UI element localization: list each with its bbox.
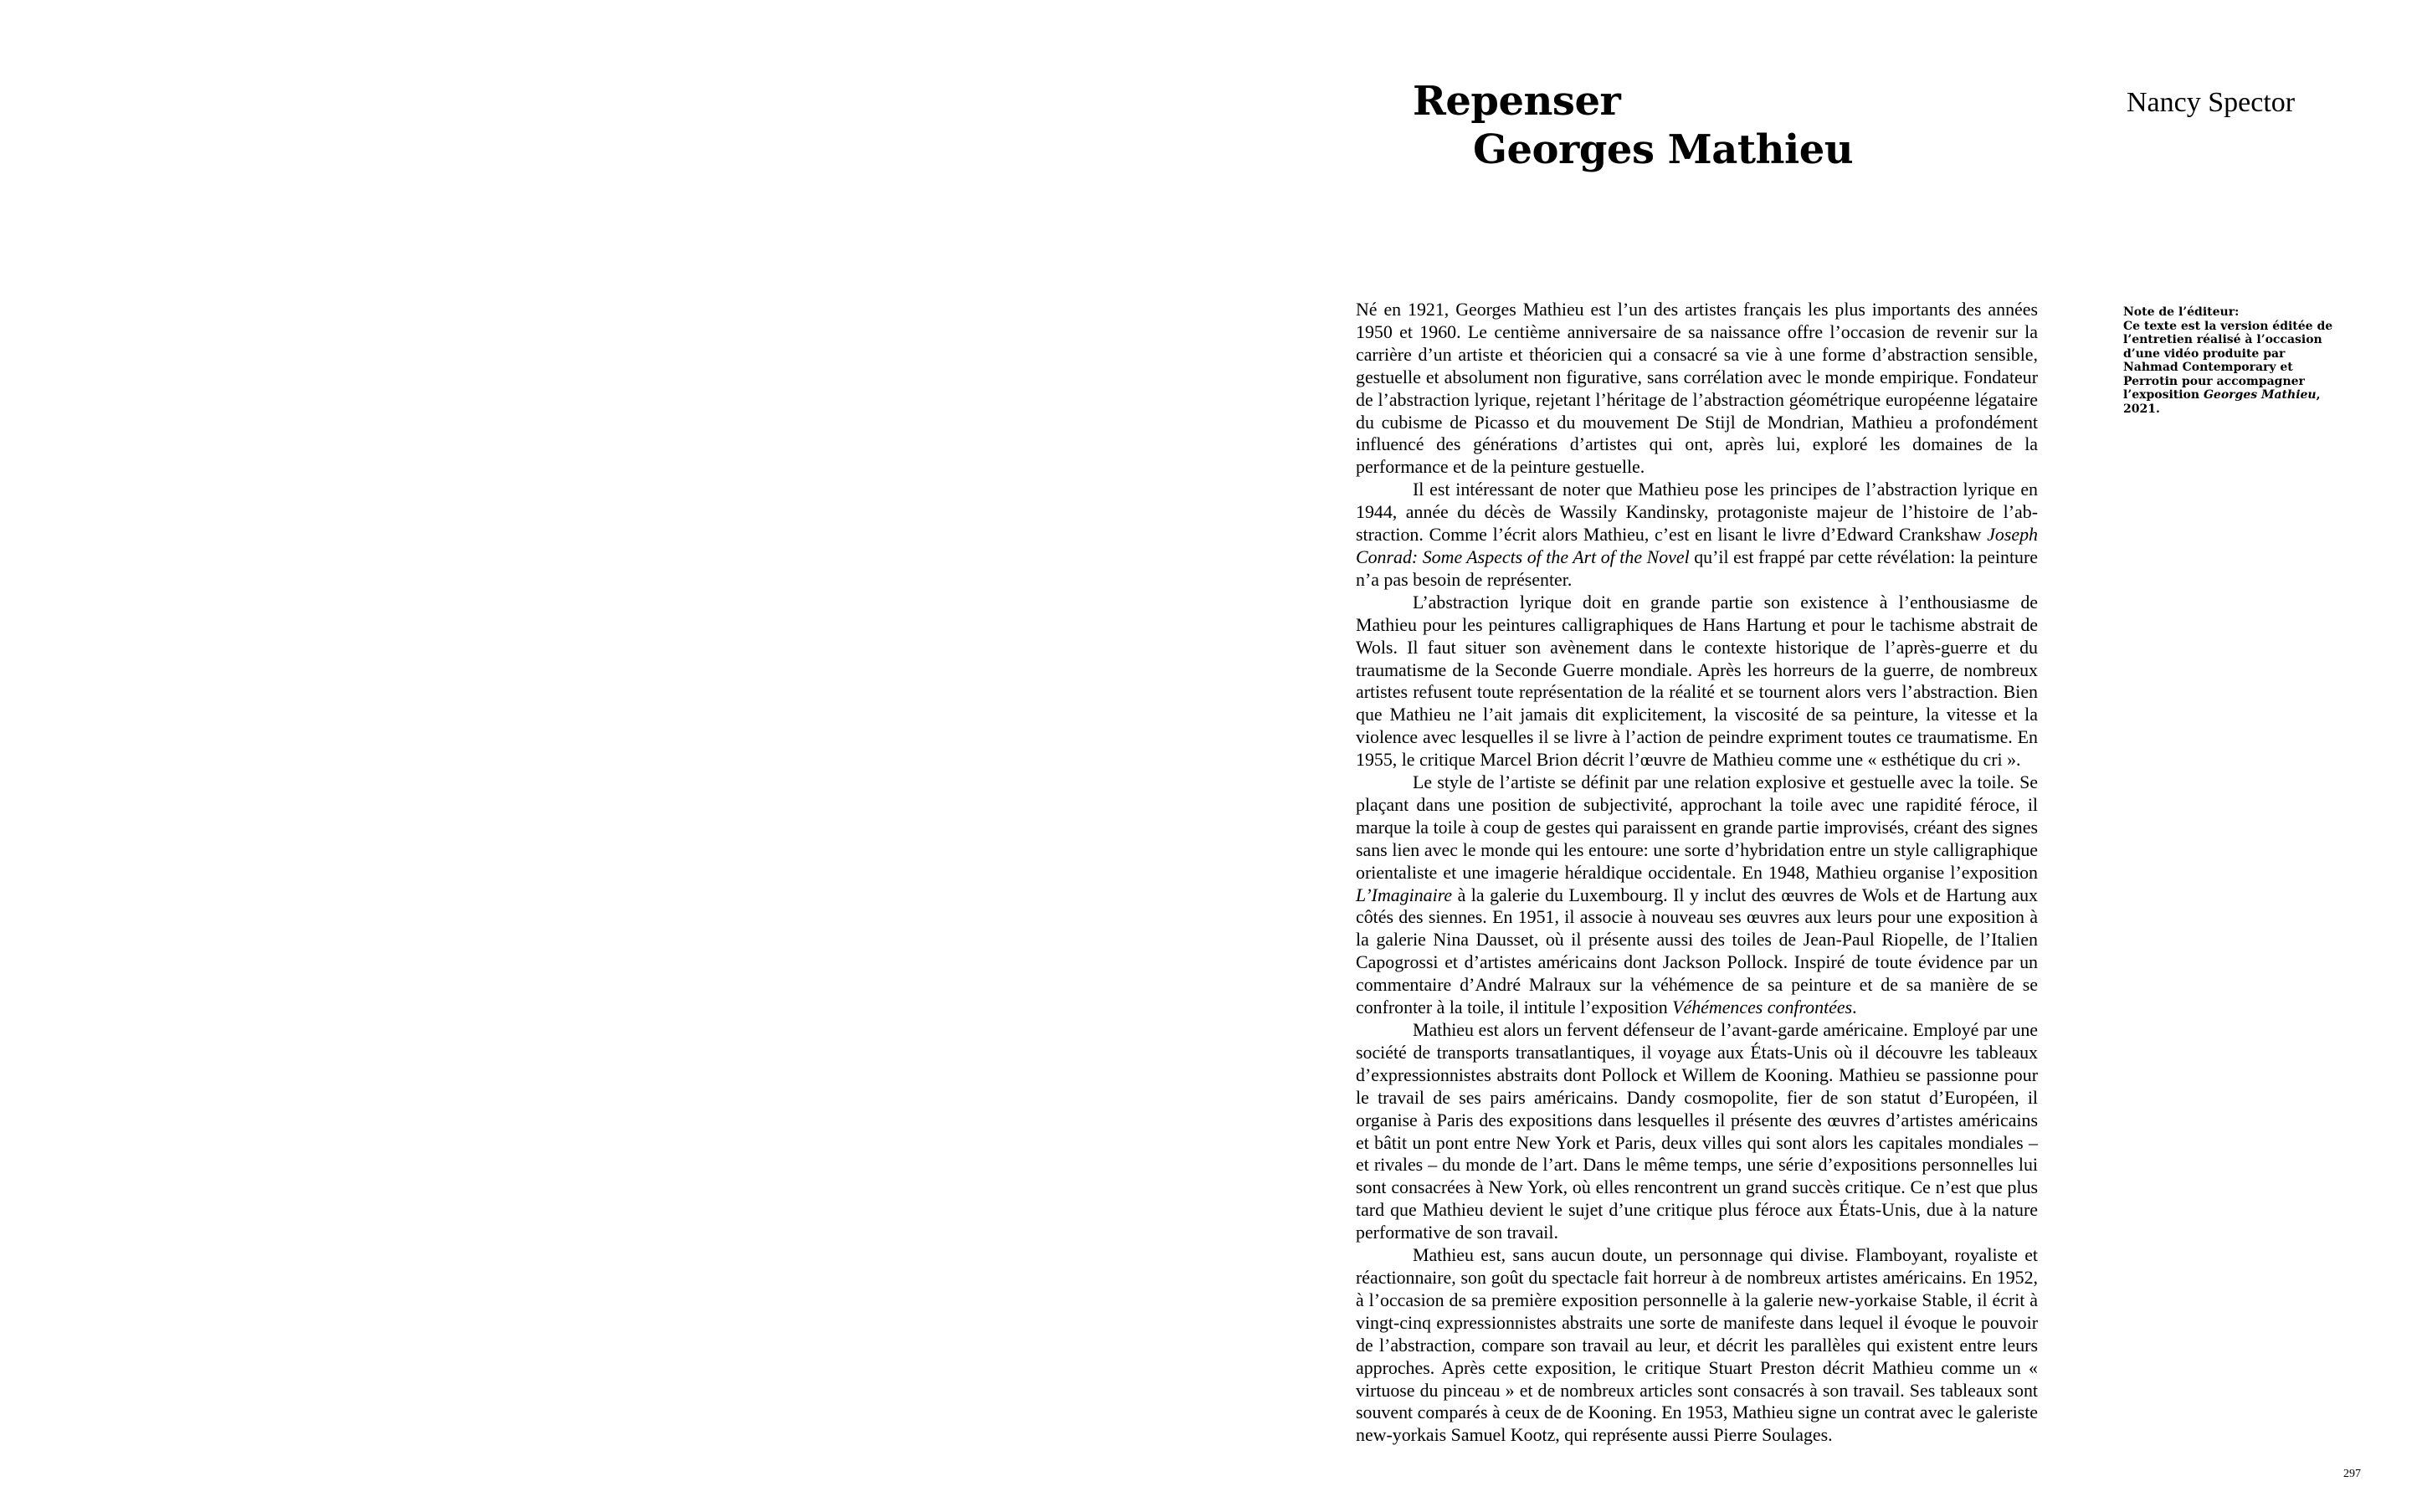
paragraph-6: Mathieu est, sans aucun doute, un personnage qui divise. Flamboyant, royaliste et réactionnaire, son goût du spectacle fait horreur à de nombreux artistes américains. En 1952, à l’occasion de sa première exposition personnelle à la galerie new-yorkaise Stable, il écrit à vingt-cinq expressionnistes abstraits une sorte de manifeste dans lequel il évoque le pouvoir de l’abstraction, compare son travail au leur, et décrit les parallèles qui existent entre leurs approches. Après cette exposition, le critique Stuart Preston décrit Mathieu comme un « virtuose du pinceau » et de nombreux articles sont consacrés à son travail. Ses tableaux sont souvent comparés à ceux de de Kooning. En 1953, Mathieu signe un contrat avec le galeriste new-yorkais Samuel Kootz, qui représente aussi Pierre Soulages. [1356, 1244, 2038, 1446]
editor-note [2123, 305, 2342, 416]
paragraph-3: L’abstraction lyrique doit en grande partie son existence à l’enthousiasme de Mathieu pour les peintures calligraphiques de Hans Hartung et pour le tachisme abstrait de Wols. Il faut situer son avènement dans le contexte historique de l’après-guerre et du traumatisme de la Seconde Guerre mondiale. Après les horreurs de la guerre, de nombreux artistes refusent toute représentation de la réalité et se tournent alors vers l’abstraction. Bien que Mathieu ne l’ait jamais dit explicitement, la viscosité de sa peinture, la vitesse et la violence avec lesquelles il se livre à l’action de peindre expriment toutes ce traumatisme. En 1955, le critique Marcel Brion décrit l’œuvre de Mathieu comme une « esthétique du cri ». [1356, 591, 2038, 771]
exhibition-title-italic: L’Imaginaire [1356, 884, 1453, 905]
editor-note-italic: Georges Mathieu [2203, 388, 2317, 402]
article-body [1356, 299, 2038, 1447]
exhibition-title-2-italic: Véhémences confrontées [1672, 997, 1853, 1018]
editor-note-label: Note de l’éditeur: [2123, 305, 2240, 319]
article-title [1413, 77, 1853, 174]
paragraph-4-text: Le style de l’artiste se définit par une relation explosive et gestuelle avec la toile. Se plaçant dans une position de subjectivité, approchant la toile avec une rapidité féroce, il marque la toile à coup de gestes qui paraissent en grande partie improvisés, créant des signes sans lien avec le monde qui les entoure: une sorte d’hybridation entre un style calligraphique orientaliste et une imagerie héraldique occidentale. En 1948, Mathieu organise l’exposition [1356, 771, 2038, 883]
editor-note-end: , 2021. [2123, 388, 2321, 416]
paragraph-4 [1356, 771, 2038, 1019]
paragraph-5: Mathieu est alors un fervent défenseur de l’avant-garde américaine. Employé par une société de transports transatlantiques, il voyage aux États-Unis où il découvre les tableaux d’expressionnistes abstraits dont Pollock et Willem de Kooning. Mathieu se passionne pour le travail de ses pairs américains. Dandy cosmopolite, fier de son statut d’Européen, il organise à Paris des expositions dans lesquelles il présente des œuvres d’artistes américains et bâtit un pont entre New York et Paris, deux villes qui sont alors les capitales mondiales – et rivales – du monde de l’art. Dans le même temps, une série d’expositions personnelles lui sont consacrées à New York, où elles rencontrent un grand succès critique. Ce n’est que plus tard que Mathieu devient le sujet d’une critique plus féroce aux États-Unis, due à la nature performative de son travail. [1356, 1019, 2038, 1243]
paragraph-2-text: Il est intéressant de noter que Mathieu pose les principes de l’abstraction lyrique en 1944, année du décès de Wassily Kandinsky, protagoniste majeur de l’histoire de l’abstraction. Comme l’écrit alors Mathieu, c’est en lisant le livre d’Edward Crankshaw [1356, 479, 2038, 546]
paragraph-2-end: qu’il est frappé par cette révélation: la peinture n’a pas besoin de représenter. [1356, 546, 2038, 590]
title-line-1: Repenser [1413, 78, 1621, 125]
paragraph-4-middle: à la galerie du Luxembourg. Il y inclut des œuvres de Wols et de Hartung aux côtés des siennes. En 1951, il associe à nouveau ses œuvres aux leurs pour une exposition à la galerie Nina Dausset, où il présente aussi des toiles de Jean-Paul Riopelle, de l’Italien Capogrossi et d’artistes américains dont Jackson Pollock. Inspiré de toute évidence par un commentaire d’André Malraux sur la véhémence de sa peinture et de sa manière de se confronter à la toile, il intitule l’exposition [1356, 884, 2038, 1018]
title-line-2: Georges Mathieu [1473, 126, 1854, 173]
paragraph-1: Né en 1921, Georges Mathieu est l’un des artistes français les plus importants des années 1950 et 1960. Le centième anniversaire de sa naissance offre l’occasion de revenir sur la carrière d’un artiste et théoricien qui a consacré sa vie à une forme d’abstraction sensible, gestuelle et absolument non figurative, sans corrélation avec le monde empirique. Fondateur de l’abstraction lyrique, rejetant l’héritage de l’abstraction géométrique européenne légataire du cubisme de Picasso et du mouvement De Stijl de Mondrian, Mathieu a profondément influencé des générations d’artistes qui ont, après lui, exploré les domaines de la performance et de la peinture gestuelle. [1356, 299, 2038, 478]
author-name: Nancy Spector [2127, 87, 2296, 118]
book-title-italic: Joseph Conrad: Some Aspects of the Art of the Novel [1356, 524, 2038, 567]
paragraph-2 [1356, 479, 2038, 592]
page-number: 297 [2343, 1468, 2361, 1480]
editor-note-text: Ce texte est la version éditée de l’entretien réalisé à l’occasion d’une vidéo produite par Nahmad Contemporary et Perrotin pour accompagner l’exposition [2123, 319, 2333, 402]
paragraph-4-end: . [1852, 997, 1857, 1018]
